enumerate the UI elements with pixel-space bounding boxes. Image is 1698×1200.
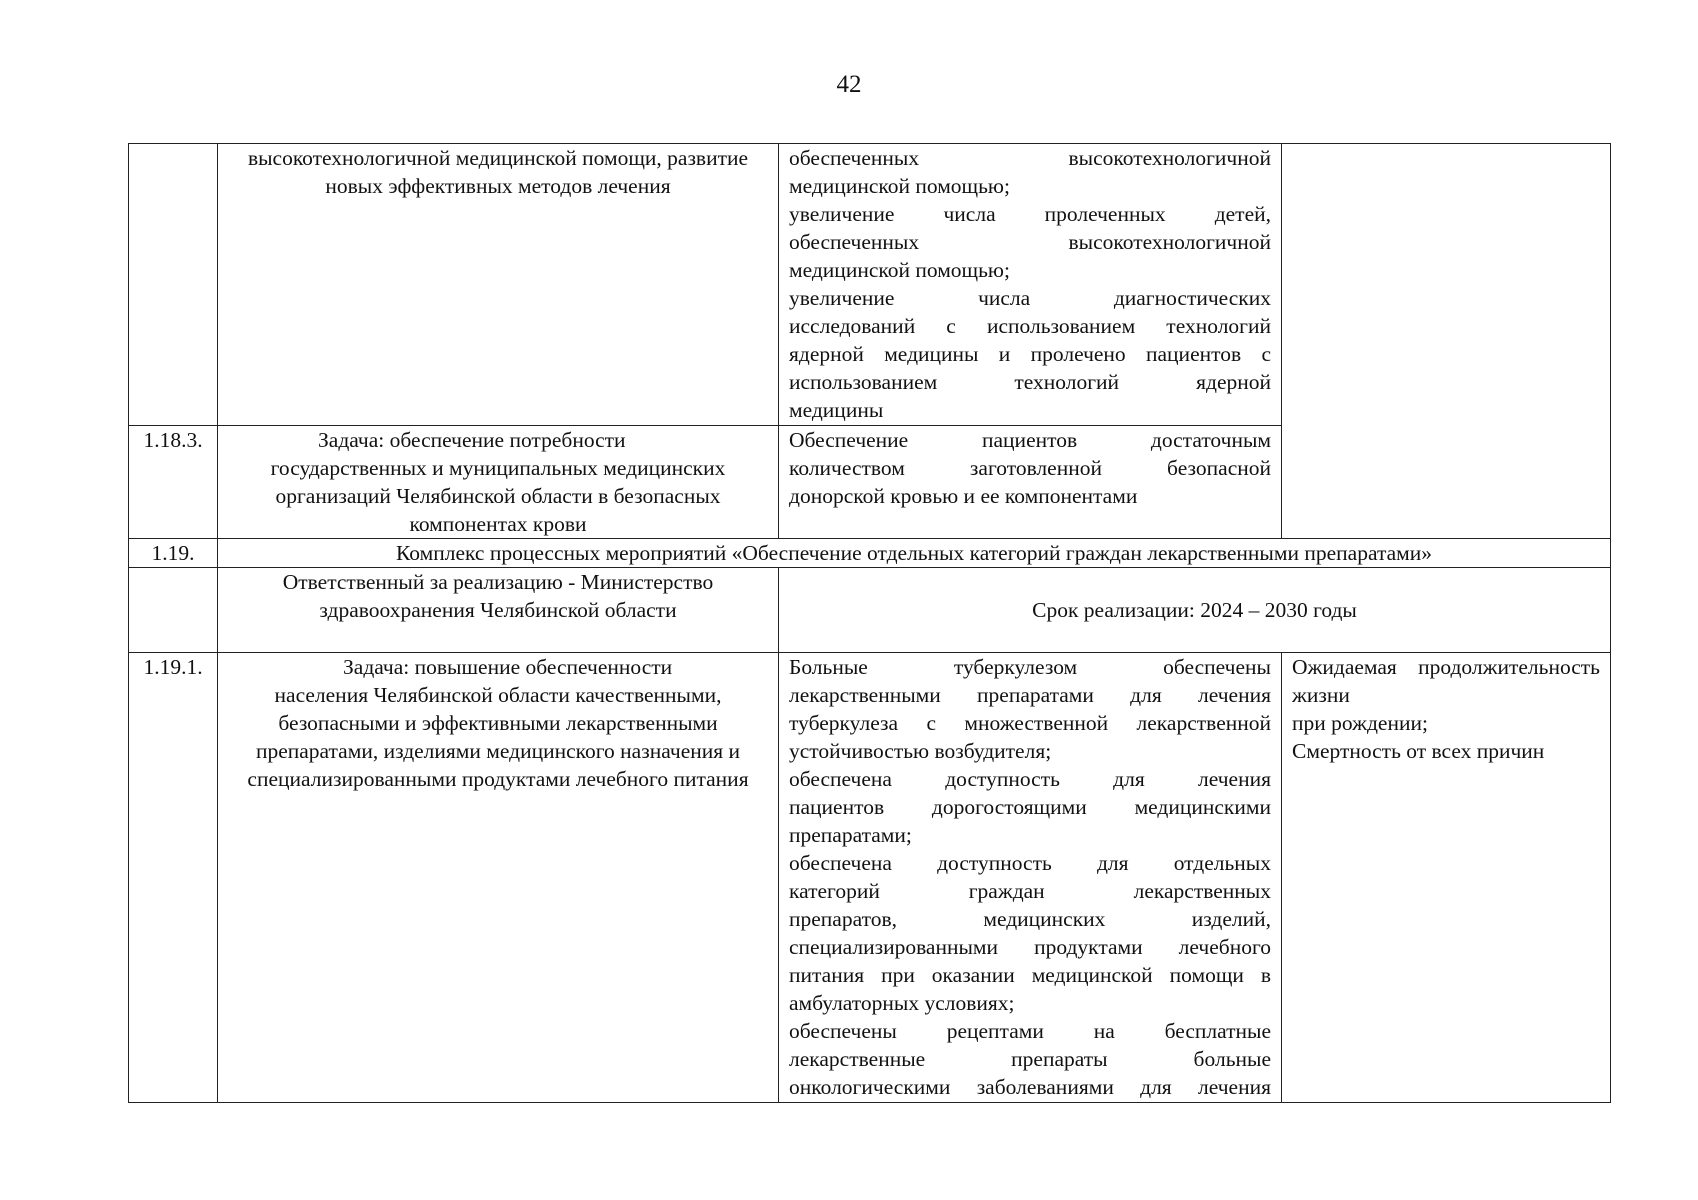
task-text: государственных и муниципальных медицинских организаций Челябинской области в безопасных компонентах крови xyxy=(270,456,726,536)
result-line: онкологическими заболеваниями для лечения xyxy=(789,1075,1271,1099)
result-line: обеспечены рецептами на бесплатные xyxy=(789,1019,1271,1043)
row-number-cell: 1.18.3. xyxy=(129,426,218,539)
result-line: пациентов дорогостоящими медицинскими xyxy=(789,795,1271,819)
result-line: медицинской помощью; xyxy=(789,174,1010,198)
indicator-line: Ожидаемая продолжительность жизни xyxy=(1292,655,1600,707)
indicator-line: Смертность от всех причин xyxy=(1292,739,1545,763)
indicators-cell xyxy=(1282,653,1611,1103)
result-line: препаратов, медицинских изделий, xyxy=(789,907,1271,931)
result-line: обеспеченных высокотехнологичной xyxy=(789,146,1271,170)
responsible-cell: Ответственный за реализацию - Министерство здравоохранения Челябинской области xyxy=(218,568,779,653)
task-cell: высокотехнологичной медицинской помощи, развитие новых эффективных методов лечения xyxy=(218,144,779,426)
result-line: Больные туберкулезом обеспечены xyxy=(789,655,1271,679)
table-row xyxy=(129,653,1611,1103)
result-line: медицинской помощью; xyxy=(789,258,1010,282)
result-line: ядерной медицины и пролечено пациентов с xyxy=(789,342,1271,366)
table-row xyxy=(129,568,1611,653)
result-line: обеспечена доступность для отдельных xyxy=(789,851,1271,875)
section-title: Комплекс процессных мероприятий «Обеспечение отдельных категорий граждан лекарственными препаратами» xyxy=(218,539,1611,568)
result-line: увеличение числа диагностических xyxy=(789,286,1271,310)
row-number-cell xyxy=(129,144,218,426)
row-number-cell: 1.19.1. xyxy=(129,653,218,1103)
indicator-line: при рождении; xyxy=(1292,711,1428,735)
result-line: обеспеченных высокотехнологичной xyxy=(789,230,1271,254)
result-line: увеличение числа пролеченных детей, xyxy=(789,202,1271,226)
result-line: медицины xyxy=(789,398,884,422)
row-number-cell: 1.19. xyxy=(129,539,218,568)
results-cell xyxy=(779,144,1282,426)
task-cell xyxy=(218,653,779,1103)
table-row xyxy=(129,539,1611,568)
task-cell xyxy=(218,426,779,539)
task-heading: Задача: обеспечение потребности xyxy=(318,428,626,452)
result-line: специализированными продуктами лечебного xyxy=(789,935,1271,959)
result-line: лекарственными препаратами для лечения xyxy=(789,683,1271,707)
result-line: категорий граждан лекарственных xyxy=(789,879,1271,903)
table-row xyxy=(129,144,1611,426)
period-cell: Срок реализации: 2024 – 2030 годы xyxy=(779,568,1611,653)
result-line: препаратами; xyxy=(789,823,912,847)
result-line: питания при оказании медицинской помощи в xyxy=(789,963,1271,987)
result-line: амбулаторных условиях; xyxy=(789,991,1015,1015)
result-line: устойчивостью возбудителя; xyxy=(789,739,1052,763)
result-line: Обеспечение пациентов достаточным xyxy=(789,428,1271,452)
indicators-cell-empty xyxy=(1282,144,1611,539)
row-number-cell-empty xyxy=(129,568,218,653)
result-line: количеством заготовленной безопасной xyxy=(789,456,1271,480)
results-cell xyxy=(779,426,1282,539)
results-cell xyxy=(779,653,1282,1103)
task-heading: Задача: повышение обеспеченности xyxy=(343,655,673,679)
page-number: 42 xyxy=(836,71,862,98)
result-line: лекарственные препараты больные xyxy=(789,1047,1271,1071)
result-line: использованием технологий ядерной xyxy=(789,370,1271,394)
result-line: обеспечена доступность для лечения xyxy=(789,767,1271,791)
program-table xyxy=(128,143,1611,1103)
result-line: исследований с использованием технологий xyxy=(789,314,1271,338)
result-line: туберкулеза с множественной лекарственной xyxy=(789,711,1271,735)
task-text: населения Челябинской области качественными, безопасными и эффективными лекарственными препаратами, изделиями медицинского назначения и специализированными продуктами лечебного питания xyxy=(247,683,749,791)
result-line: донорской кровью и ее компонентами xyxy=(789,484,1138,508)
